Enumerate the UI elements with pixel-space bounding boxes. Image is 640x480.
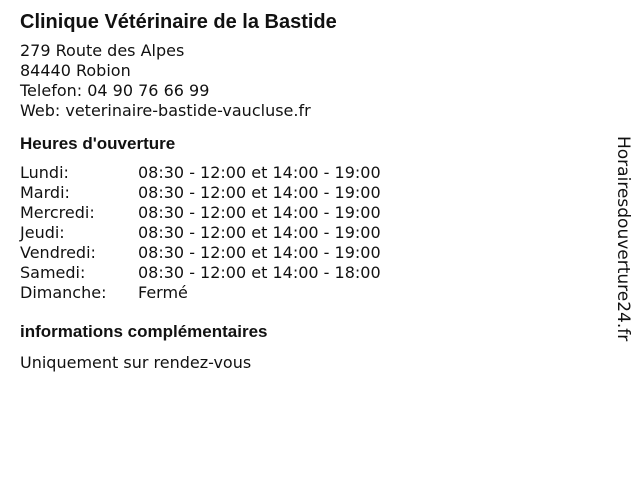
opening-hours-table [20, 163, 600, 303]
time-value: 08:30 - 12:00 et 14:00 - 19:00 [138, 203, 381, 222]
opening-hours-heading: Heures d'ouverture [20, 134, 176, 153]
additional-info-heading: informations complémentaires [20, 322, 268, 341]
site-watermark: Horairesdouverture24.fr [613, 136, 633, 342]
business-card [20, 9, 600, 373]
day-label: Vendredi: [20, 243, 96, 262]
time-value: 08:30 - 12:00 et 14:00 - 19:00 [138, 163, 381, 182]
hours-row-sunday [20, 283, 600, 303]
day-label: Dimanche: [20, 283, 107, 302]
hours-row-saturday [20, 263, 600, 283]
hours-row-friday [20, 243, 600, 263]
hours-row-monday [20, 163, 600, 183]
time-value: 08:30 - 12:00 et 14:00 - 19:00 [138, 223, 381, 242]
hours-row-wednesday [20, 203, 600, 223]
time-value: Fermé [138, 283, 188, 302]
day-label: Mardi: [20, 183, 70, 202]
clinic-name: Clinique Vétérinaire de la Bastide [20, 11, 337, 33]
day-label: Samedi: [20, 263, 86, 282]
phone-line: Telefon: 04 90 76 66 99 [20, 81, 210, 100]
additional-info-text: Uniquement sur rendez-vous [20, 353, 252, 372]
hours-row-thursday [20, 223, 600, 243]
address-street: 279 Route des Alpes [20, 41, 185, 60]
time-value: 08:30 - 12:00 et 14:00 - 19:00 [138, 183, 381, 202]
day-label: Mercredi: [20, 203, 95, 222]
website-line: Web: veterinaire-bastide-vaucluse.fr [20, 101, 311, 120]
time-value: 08:30 - 12:00 et 14:00 - 19:00 [138, 243, 381, 262]
contact-block [20, 41, 600, 121]
time-value: 08:30 - 12:00 et 14:00 - 18:00 [138, 263, 381, 282]
hours-row-tuesday [20, 183, 600, 203]
day-label: Lundi: [20, 163, 69, 182]
day-label: Jeudi: [20, 223, 65, 242]
address-city: 84440 Robion [20, 61, 131, 80]
